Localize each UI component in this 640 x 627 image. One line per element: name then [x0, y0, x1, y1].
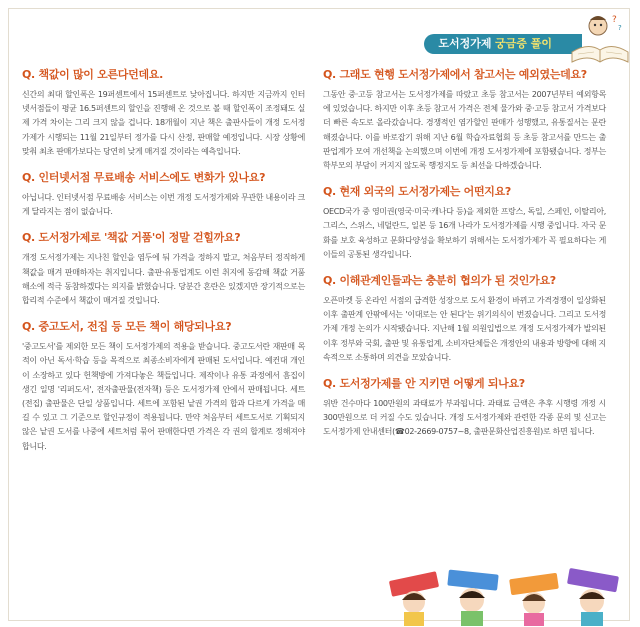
answer-text: OECD국가 중 영미권(영국·미국·캐나다 등)을 제외한 프랑스, 독일, 스페인, 이탈리아, 그리스, 스위스, 네덜란드, 일본 등 16개 나라가 도서정가제를 시행 중입니다. 자국 문화를 보호 육성하고 문화다양성을 확보하기 위해서는 도서정가제가 꼭 필요하다는 게 이들의 공통된 생각입니다. — [323, 207, 606, 259]
question-heading: Q. 도서정가제로 '책값 거품'이 정말 걷힐까요? — [22, 231, 241, 245]
answer-text: '중고도서'를 제외한 모든 책이 도서정가제의 적용을 받습니다. 중고도서란 재판매 목적이 아닌 독서·학습 등을 목적으로 최종소비자에게 판매된 도서입니다. 예컨대 개인이 소장하고 있다 헌책방에 가져다놓은 책들입니다. 제작이나 유통 과정에서 흠집이 생긴 일명 '리퍼도서', 전자출판물(전자책) 등은 도서정가제 안에서 판매됩니다. 세트(전집) 출판물은 단일 상품입니다. 세트에 포함된 낱권 가격의 합과 다르게 가격을 매길 수 있고 그 기준으로 할인규정이 적용됩니다. 만약 처음부터 세트도서로 기획되지 않은 낱권 도서를 나중에 세트처럼 묶어 판매한다면 가격은 각 권의 합계로 정해져야 합니다. — [22, 342, 305, 451]
qa-item — [22, 171, 305, 219]
right-column — [323, 68, 606, 452]
question-heading: Q. 책값이 많이 오른다던데요. — [22, 68, 163, 81]
children-reading-illustration-icon — [382, 566, 628, 626]
question-heading: Q. 이해관계인들과는 충분히 협의가 된 것인가요? — [323, 274, 556, 288]
section-banner — [424, 34, 582, 54]
answer-text: 아닙니다. 인터넷서점 무료배송 서비스는 이번 개정 도서정가제와 무관한 내용이라 크게 달라지는 점이 없습니다. — [22, 193, 305, 217]
question-heading: Q. 그래도 현행 도서정가제에서 참고서는 예외였는데요? — [323, 68, 587, 81]
question-heading: Q. 중고도서, 전집 등 모든 책이 해당되나요? — [22, 320, 232, 334]
answer-text: 개정 도서정가제는 지나친 할인을 염두에 둬 가격을 정하지 말고, 처음부터 정직하게 책값을 매겨 판매하자는 취지입니다. 출판·유통업계도 이런 취지에 동감해 책값 거품 해소에 적극 동참하겠다는 의지를 밝혔습니다. 당분간 혼란은 있겠지만 장기적으로는 합리적 수준에서 책값이 매겨질 것입니다. — [22, 253, 305, 306]
qa-item — [323, 377, 606, 440]
svg-text:?: ? — [618, 24, 622, 32]
answer-text: 오픈마켓 등 온라인 서점의 급격한 성장으로 도서 환경이 바뀌고 가격경쟁이 일상화된 이후 출판계 안팎에서는 '이대로는 안 된다'는 위기의식이 번졌습니다. 그리고 도서정가제 개정 논의가 시작됐습니다. 지난해 1월 의원입법으로 개정 도서정가제가 발의된 이후 정부와 국회, 출판 및 유통업계, 소비자단체들은 개정안의 내용과 방향에 대해 지속적으로 소통하며 의견을 모았습니다. — [323, 296, 606, 362]
left-column — [22, 68, 305, 466]
answer-text: 위반 건수마다 100만원의 과태료가 부과됩니다. 과태료 금액은 추후 시행령 개정 시 300만원으로 더 커질 수도 있습니다. 개정 도서정가제와 관련한 각종 문의 및 신고는 도서정가제 안내센터(☎02-2669-0757~8, 출판문화산업진흥원)로 하면 됩니다. — [323, 399, 606, 437]
banner-title-part2: 궁금증 풀이 — [495, 37, 552, 50]
qa-item — [323, 185, 606, 262]
question-heading: Q. 인터넷서점 무료배송 서비스에도 변화가 있나요? — [22, 171, 266, 185]
qa-item — [22, 231, 305, 308]
svg-text:?: ? — [612, 15, 617, 25]
answer-text: 그동안 중·고등 참고서는 도서정가제를 따랐고 초등 참고서는 2007년부터 예외항목에 있었습니다. 하지만 이후 초등 참고서 가격은 전체 물가와 중·고등 참고서 가격보다 더 빠른 속도로 올라갔습니다. 경쟁적인 염가할인 판매가 성행했고, 유통질서는 문란해졌습니다. 이를 바로잡기 위해 지난 6월 학습자료협회 등 초등 참고서를 만드는 출판업계가 모여 개선책을 논의했으며 이번에 개정 도서정가제에 포함됐습니다. 정부는 학부모의 부담이 커지지 않도록 행정지도 등 최선을 다하겠습니다. — [323, 90, 606, 171]
qa-item — [323, 274, 606, 365]
question-heading: Q. 도서정가제를 안 지키면 어떻게 되나요? — [323, 377, 525, 391]
answer-text: 신간의 최대 할인폭은 19퍼센트에서 15퍼센트로 낮아집니다. 하지만 지금까지 인터넷서점들이 평균 16.5퍼센트의 할인을 진행해 온 것으로 볼 때 할인폭이 조정돼도 실제 가격 차이는 그리 크지 않을 겁니다. 18개월이 지난 책은 출판사들이 개정 도서정가제가 시행되는 11월 21일부터 정가를 다시 산정, 판매할 예정입니다. 시장 상황에 맞춰 최초 판매가보다는 당연히 낮게 매겨질 것이라는 예측입니다. — [22, 90, 305, 156]
qa-item — [22, 320, 305, 454]
book-illustration-icon — [568, 12, 632, 68]
qa-item — [22, 68, 305, 159]
question-heading: Q. 현재 외국의 도서정가제는 어떤지요? — [323, 185, 512, 199]
banner-title-part1: 도서정가제 — [438, 37, 492, 50]
qa-item — [323, 68, 606, 173]
